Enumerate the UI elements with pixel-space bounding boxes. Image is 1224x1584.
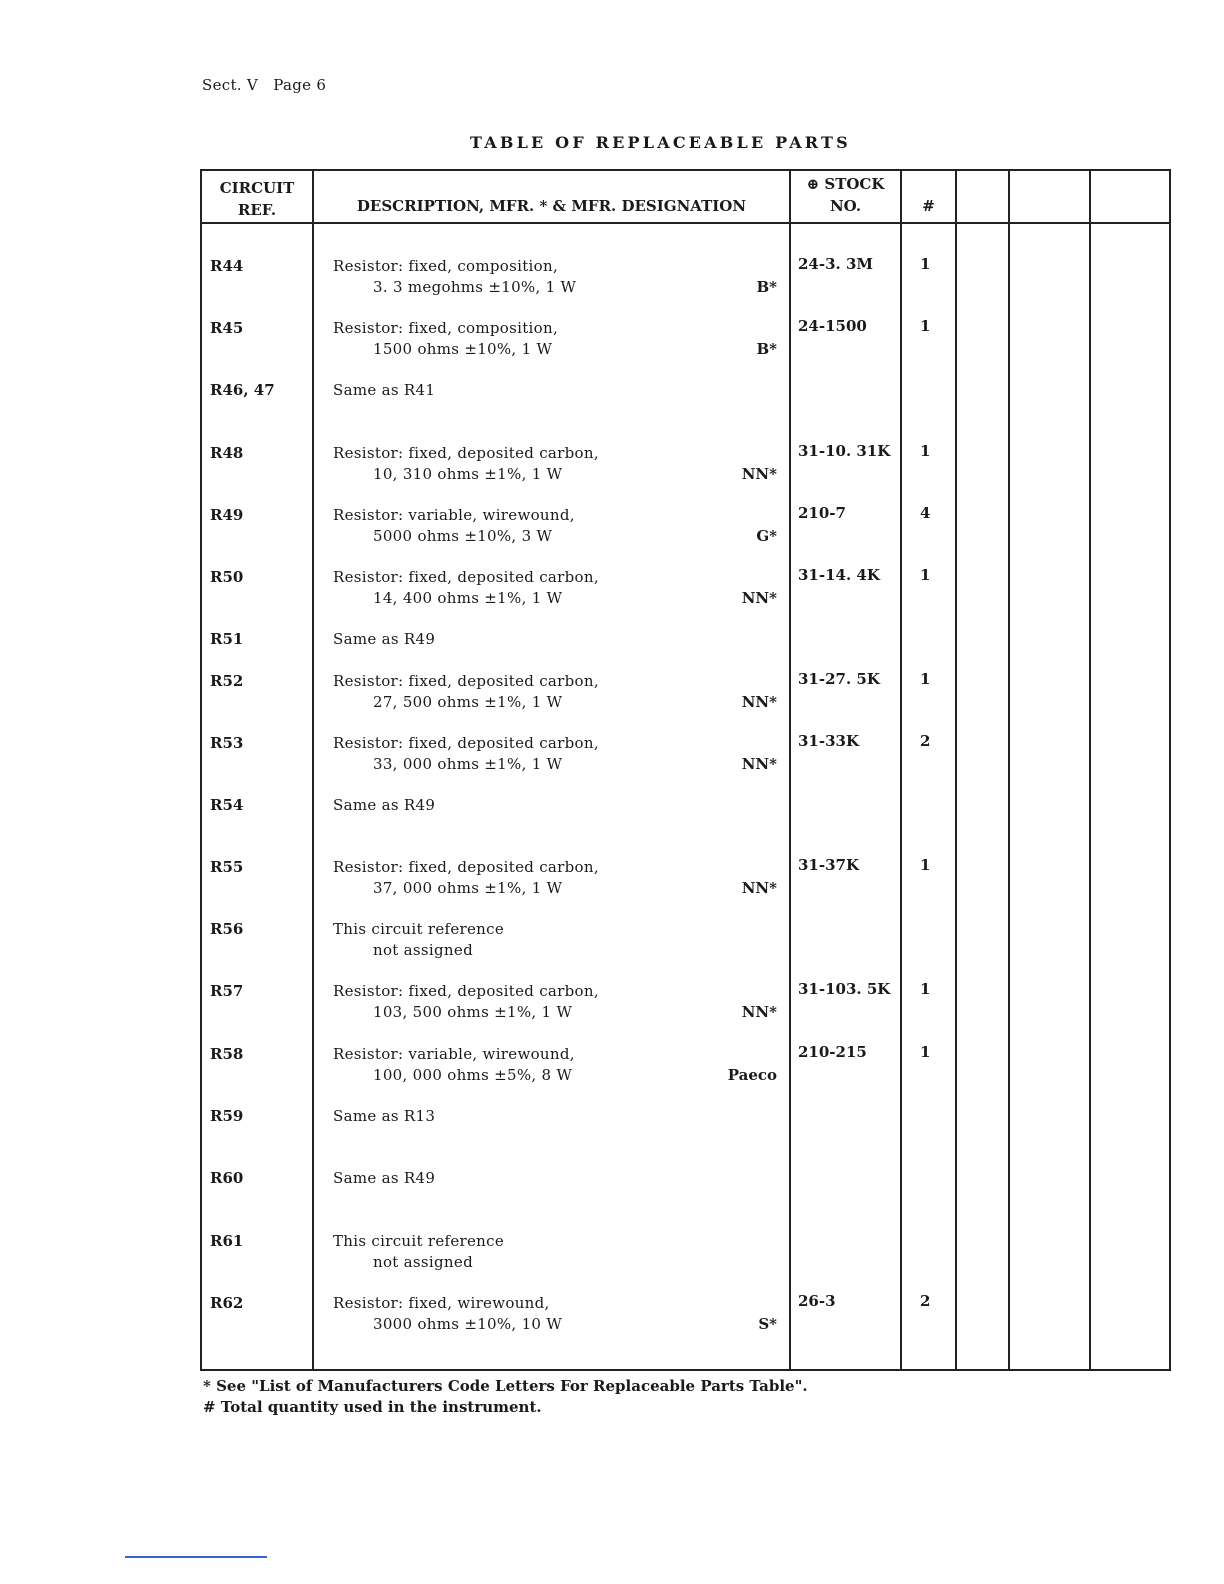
description-line1: Resistor: fixed, composition, xyxy=(333,319,559,337)
header-stock-line2: NO. xyxy=(829,197,862,215)
header-stock-line1: ⊕ STOCK xyxy=(806,175,885,193)
manufacturer-code: NN* xyxy=(741,589,777,607)
description-line1: Same as R49 xyxy=(333,630,436,648)
column-divider xyxy=(312,171,314,1369)
circuit-ref: R50 xyxy=(210,568,244,586)
circuit-ref: R52 xyxy=(210,672,244,690)
description-line1: Resistor: fixed, deposited carbon, xyxy=(333,672,599,690)
description-line2: 1500 ohms ±10%, 1 W xyxy=(373,340,553,358)
circuit-ref: R51 xyxy=(210,630,244,648)
footnote-manufacturer-codes: * See "List of Manufacturers Code Letters For Replaceable Parts Table". xyxy=(203,1377,808,1395)
page-number: Page 6 xyxy=(273,76,327,94)
description-line2: not assigned xyxy=(373,941,473,959)
quantity: 2 xyxy=(920,732,931,750)
section-label: Sect. V xyxy=(202,76,259,94)
parts-table xyxy=(200,169,1171,1371)
description-line1: Resistor: variable, wirewound, xyxy=(333,1045,575,1063)
description-line2: 33, 000 ohms ±1%, 1 W xyxy=(373,755,563,773)
circuit-ref: R45 xyxy=(210,319,244,337)
page-header xyxy=(202,76,326,94)
quantity: 1 xyxy=(920,255,931,273)
header-stock-no xyxy=(791,173,900,217)
quantity: 1 xyxy=(920,442,931,460)
column-divider xyxy=(900,171,902,1369)
circuit-ref: R60 xyxy=(210,1169,244,1187)
description-line1: Resistor: fixed, deposited carbon, xyxy=(333,734,599,752)
header-circuit-ref-line2: REF. xyxy=(237,201,277,219)
circuit-ref: R46, 47 xyxy=(210,381,275,399)
manufacturer-code: NN* xyxy=(741,693,777,711)
footnote-total-quantity: # Total quantity used in the instrument. xyxy=(203,1398,542,1416)
quantity: 2 xyxy=(920,1292,931,1310)
description-line1: Resistor: fixed, deposited carbon, xyxy=(333,858,599,876)
circuit-ref: R56 xyxy=(210,920,244,938)
description-line2: not assigned xyxy=(373,1253,473,1271)
stock-number: 26-3 xyxy=(798,1292,836,1310)
quantity: 4 xyxy=(920,504,931,522)
description-line1: Same as R41 xyxy=(333,381,436,399)
header-circuit-ref-line1: CIRCUIT xyxy=(219,179,295,197)
description-line1: Same as R49 xyxy=(333,1169,436,1187)
page-title: TABLE OF REPLACEABLE PARTS xyxy=(470,133,851,152)
description-line2: 10, 310 ohms ±1%, 1 W xyxy=(373,465,563,483)
quantity: 1 xyxy=(920,317,931,335)
description-line1: Same as R49 xyxy=(333,796,436,814)
stock-number: 31-10. 31K xyxy=(798,442,891,460)
description-line1: Resistor: fixed, deposited carbon, xyxy=(333,982,599,1000)
description-line2: 103, 500 ohms ±1%, 1 W xyxy=(373,1003,573,1021)
circuit-ref: R55 xyxy=(210,858,244,876)
header-quantity: # xyxy=(922,197,935,215)
header-circuit-ref xyxy=(202,177,312,221)
description-line2: 14, 400 ohms ±1%, 1 W xyxy=(373,589,563,607)
description-line1: This circuit reference xyxy=(333,1232,505,1250)
stock-number: 210-215 xyxy=(798,1043,867,1061)
description-line1: Resistor: variable, wirewound, xyxy=(333,506,575,524)
column-divider xyxy=(955,171,957,1369)
circuit-ref: R48 xyxy=(210,444,244,462)
description-line2: 3000 ohms ±10%, 10 W xyxy=(373,1315,563,1333)
column-divider xyxy=(789,171,791,1369)
manufacturer-code: NN* xyxy=(741,465,777,483)
stock-number: 31-37K xyxy=(798,856,860,874)
description-line1: This circuit reference xyxy=(333,920,505,938)
description-line1: Resistor: fixed, deposited carbon, xyxy=(333,444,599,462)
stock-number: 210-7 xyxy=(798,504,846,522)
description-line2: 100, 000 ohms ±5%, 8 W xyxy=(373,1066,573,1084)
manufacturer-code: B* xyxy=(756,340,777,358)
circuit-ref: R44 xyxy=(210,257,244,275)
manufacturer-code: NN* xyxy=(741,879,777,897)
quantity: 1 xyxy=(920,856,931,874)
description-line1: Resistor: fixed, composition, xyxy=(333,257,559,275)
stock-number: 24-1500 xyxy=(798,317,867,335)
column-divider xyxy=(1008,171,1010,1369)
circuit-ref: R57 xyxy=(210,982,244,1000)
stock-number: 31-27. 5K xyxy=(798,670,880,688)
stock-number: 24-3. 3M xyxy=(798,255,874,273)
description-line2: 37, 000 ohms ±1%, 1 W xyxy=(373,879,563,897)
quantity: 1 xyxy=(920,980,931,998)
stock-number: 31-14. 4K xyxy=(798,566,880,584)
manufacturer-code: NN* xyxy=(741,755,777,773)
manufacturer-code: NN* xyxy=(741,1003,777,1021)
page-rule xyxy=(125,1556,267,1558)
circuit-ref: R53 xyxy=(210,734,244,752)
description-line1: Resistor: fixed, deposited carbon, xyxy=(333,568,599,586)
quantity: 1 xyxy=(920,670,931,688)
column-divider xyxy=(1089,171,1091,1369)
description-line1: Resistor: fixed, wirewound, xyxy=(333,1294,550,1312)
stock-number: 31-33K xyxy=(798,732,860,750)
description-line2: 5000 ohms ±10%, 3 W xyxy=(373,527,553,545)
quantity: 1 xyxy=(920,566,931,584)
header-rule xyxy=(202,222,1169,224)
manufacturer-code: Paeco xyxy=(727,1066,777,1084)
manufacturer-code: S* xyxy=(758,1315,777,1333)
description-line2: 3. 3 megohms ±10%, 1 W xyxy=(373,278,577,296)
description-line2: 27, 500 ohms ±1%, 1 W xyxy=(373,693,563,711)
manufacturer-code: G* xyxy=(756,527,777,545)
circuit-ref: R49 xyxy=(210,506,244,524)
circuit-ref: R62 xyxy=(210,1294,244,1312)
header-description: DESCRIPTION, MFR. * & MFR. DESIGNATION xyxy=(356,197,747,215)
circuit-ref: R58 xyxy=(210,1045,244,1063)
circuit-ref: R59 xyxy=(210,1107,244,1125)
stock-number: 31-103. 5K xyxy=(798,980,891,998)
manufacturer-code: B* xyxy=(756,278,777,296)
quantity: 1 xyxy=(920,1043,931,1061)
circuit-ref: R54 xyxy=(210,796,244,814)
circuit-ref: R61 xyxy=(210,1232,244,1250)
description-line1: Same as R13 xyxy=(333,1107,436,1125)
